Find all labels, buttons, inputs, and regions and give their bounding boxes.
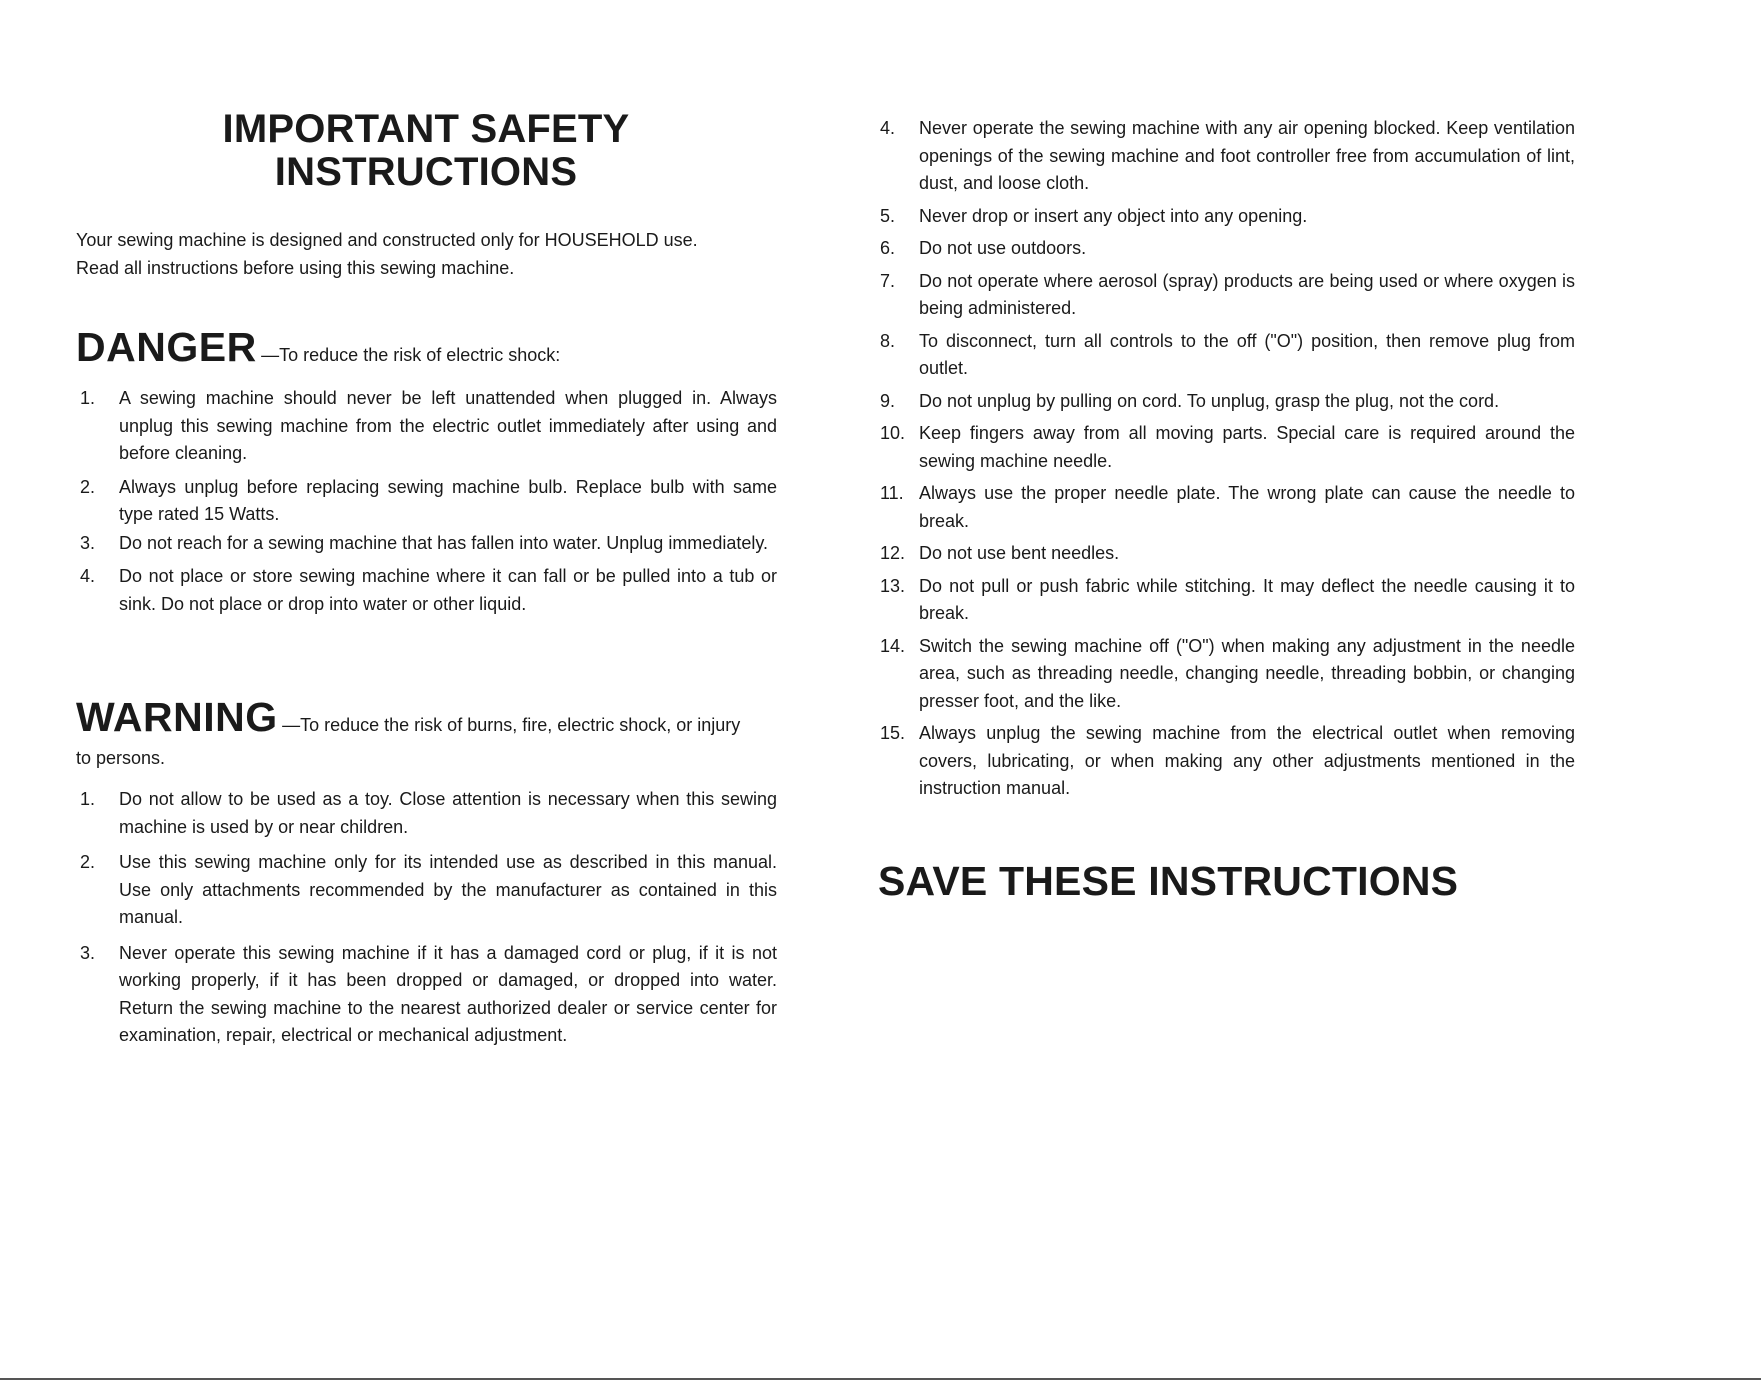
item-number: 2. bbox=[80, 476, 96, 497]
item-text: Never operate the sewing machine with any air opening blocked. Keep ventilation openings of the sewing machine and foot controller free from accumulation of lint, dust, and loose cloth. bbox=[919, 118, 1575, 193]
item-text: Never drop or insert any object into any opening. bbox=[919, 205, 1308, 226]
item-number: 12. bbox=[880, 543, 906, 563]
list-item bbox=[880, 328, 1575, 383]
item-number: 10. bbox=[880, 423, 906, 443]
page-title-line-2: INSTRUCTIONS bbox=[274, 150, 578, 194]
list-item bbox=[880, 203, 1575, 231]
list-item bbox=[80, 849, 777, 932]
warning-note: —To reduce the risk of burns, fire, electric shock, or injury bbox=[282, 715, 741, 735]
warning-list-continued bbox=[880, 115, 1575, 808]
danger-note: —To reduce the risk of electric shock: bbox=[261, 345, 561, 365]
list-item bbox=[80, 474, 777, 529]
item-number: 5. bbox=[880, 205, 896, 226]
item-number: 13. bbox=[880, 575, 906, 596]
list-item bbox=[880, 540, 1575, 568]
item-text: Keep fingers away from all moving parts. Special care is required around the sewing machine needle. bbox=[919, 423, 1575, 471]
item-number: 7. bbox=[880, 270, 896, 291]
item-number: 4. bbox=[80, 566, 96, 586]
item-number: 8. bbox=[880, 330, 896, 351]
item-number: 11. bbox=[880, 483, 904, 503]
danger-list bbox=[80, 385, 777, 624]
list-item bbox=[880, 480, 1575, 535]
item-text: Use this sewing machine only for its intended use as described in this manual. Use only attachments recommended by the manufacturer as contained in this manual. bbox=[119, 852, 777, 927]
danger-heading bbox=[76, 322, 796, 382]
item-number: 1. bbox=[80, 789, 96, 809]
item-number: 9. bbox=[880, 390, 896, 411]
list-item bbox=[80, 940, 777, 1050]
list-item bbox=[880, 268, 1575, 323]
item-number: 4. bbox=[880, 118, 896, 138]
item-text: Do not place or store sewing machine where it can fall or be pulled into a tub or sink. Do not place or drop into water or other liquid. bbox=[119, 566, 777, 614]
list-item bbox=[80, 530, 777, 558]
item-number: 3. bbox=[80, 532, 96, 553]
page-title bbox=[76, 108, 776, 194]
item-number: 3. bbox=[80, 942, 96, 963]
list-item bbox=[880, 720, 1575, 803]
item-text: Do not use outdoors. bbox=[919, 238, 1087, 258]
item-number: 14. bbox=[880, 635, 906, 656]
item-text: A sewing machine should never be left unattended when plugged in. Always unplug this sewing machine from the electric outlet immediately after using and before cleaning. bbox=[119, 388, 777, 463]
item-text: Switch the sewing machine off ("O") when making any adjustment in the needle area, such as threading needle, changing needle, threading bobbin, or changing presser foot, and the like. bbox=[919, 635, 1575, 711]
item-text: Do not pull or push fabric while stitching. It may deflect the needle causing it to break. bbox=[919, 575, 1575, 623]
item-text: Always unplug the sewing machine from the electrical outlet when removing covers, lubricating, or when making any other adjustments mentioned in the instruction manual. bbox=[919, 723, 1575, 798]
list-item bbox=[880, 420, 1575, 475]
page-title-line-1: IMPORTANT SAFETY bbox=[222, 107, 630, 151]
list-item bbox=[880, 115, 1575, 198]
warning-word: WARNING bbox=[76, 694, 278, 740]
list-item bbox=[80, 385, 777, 468]
bottom-divider bbox=[0, 1378, 1761, 1380]
list-item bbox=[880, 573, 1575, 628]
intro-line-1: Your sewing machine is designed and constructed only for HOUSEHOLD use. bbox=[76, 230, 698, 250]
item-number: 15. bbox=[880, 723, 906, 743]
item-text: Do not use bent needles. bbox=[919, 543, 1120, 563]
list-item bbox=[80, 786, 777, 841]
warning-list bbox=[80, 786, 777, 1058]
item-text: Do not operate where aerosol (spray) products are being used or where oxygen is being administered. bbox=[919, 270, 1575, 318]
list-item bbox=[80, 563, 777, 618]
list-item bbox=[880, 235, 1575, 263]
save-instructions-heading: SAVE THESE INSTRUCTIONS bbox=[878, 858, 1459, 904]
item-text: Do not reach for a sewing machine that has fallen into water. Unplug immediately. bbox=[119, 532, 769, 553]
list-item bbox=[880, 388, 1575, 416]
item-number: 2. bbox=[80, 852, 96, 872]
item-text: Always use the proper needle plate. The wrong plate can cause the needle to break. bbox=[919, 483, 1575, 531]
intro-line-2: Read all instructions before using this sewing machine. bbox=[76, 258, 515, 278]
item-text: Do not unplug by pulling on cord. To unplug, grasp the plug, not the cord. bbox=[919, 390, 1500, 411]
item-text: Do not allow to be used as a toy. Close attention is necessary when this sewing machine is used by or near children. bbox=[119, 789, 777, 837]
intro-paragraph bbox=[76, 226, 796, 282]
item-number: 6. bbox=[880, 238, 896, 258]
warning-note-continued: to persons. bbox=[76, 748, 166, 768]
item-number: 1. bbox=[80, 388, 96, 408]
list-item bbox=[880, 633, 1575, 716]
item-text: Never operate this sewing machine if it has a damaged cord or plug, if it is not working properly, if it has been dropped or damaged, or dropped into water. Return the sewing machine to the nearest authorized dealer or service center for examination, repair, electrical or mechanical adjustment. bbox=[119, 942, 777, 1045]
item-text: Always unplug before replacing sewing machine bulb. Replace bulb with same type rated 15 Watts. bbox=[119, 476, 777, 524]
danger-word: DANGER bbox=[76, 324, 257, 370]
item-text: To disconnect, turn all controls to the off ("O") position, then remove plug from outlet. bbox=[919, 330, 1575, 378]
warning-heading bbox=[76, 692, 796, 752]
